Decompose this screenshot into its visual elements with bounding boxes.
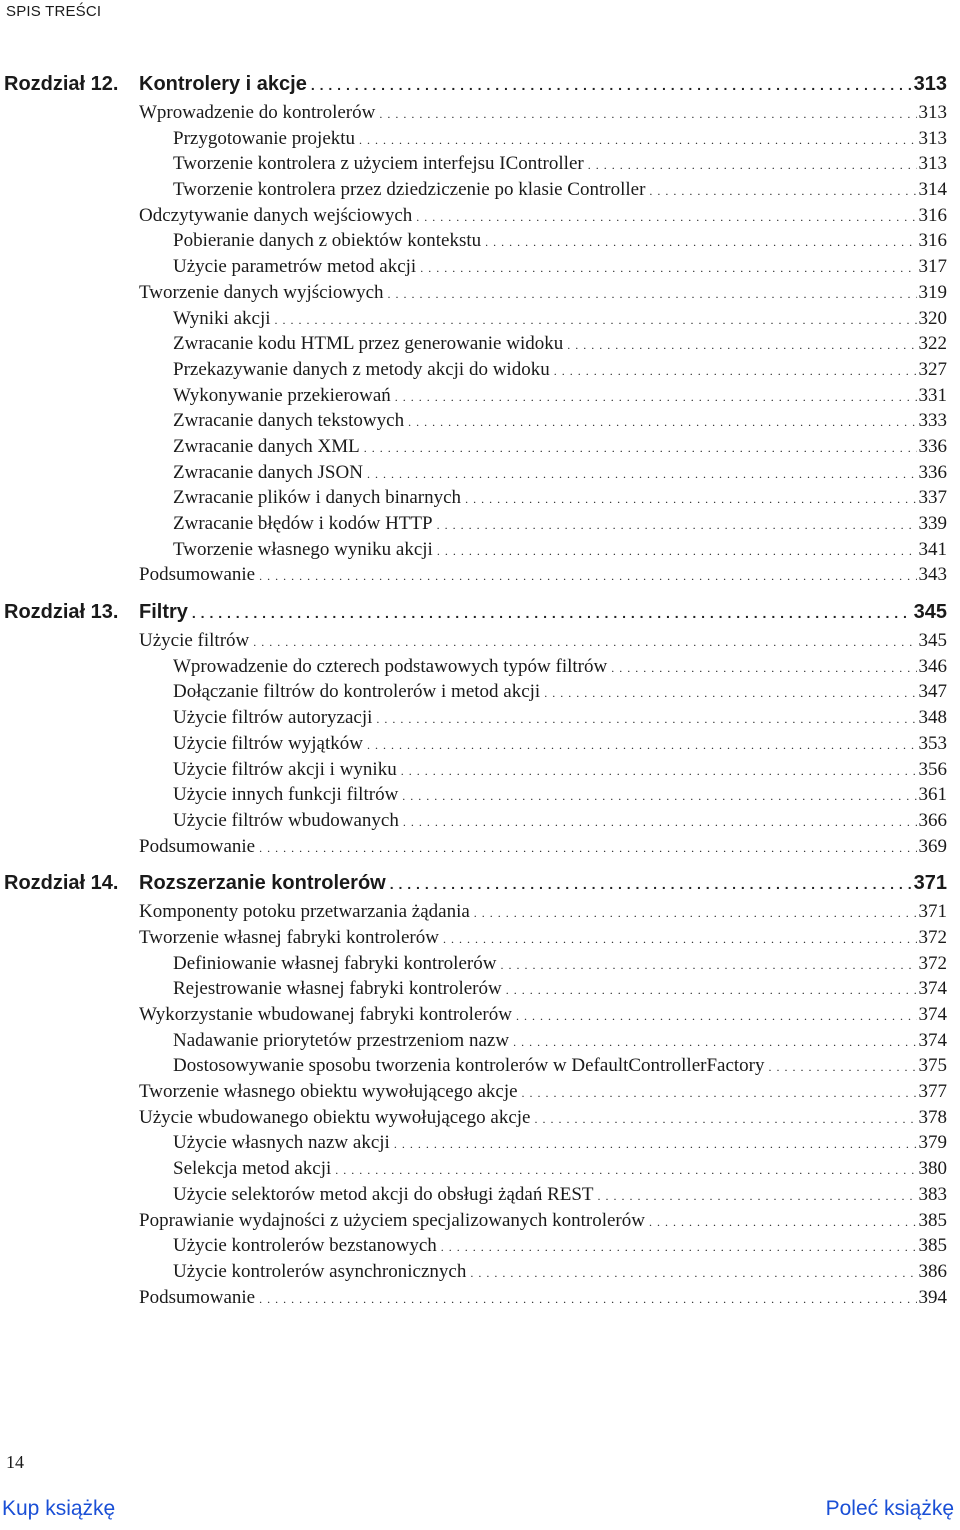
toc-entry-title: Użycie selektorów metod akcji do obsługi żądań REST <box>173 1183 594 1205</box>
toc-subentry[interactable] <box>0 538 960 564</box>
toc-entry-line <box>173 656 947 678</box>
toc-entry-line <box>173 1132 947 1154</box>
toc-entry-page: 327 <box>918 358 947 380</box>
dot-leader <box>474 906 917 921</box>
toc-entry-title: Selekcja metod akcji <box>173 1158 332 1180</box>
toc-entry-line <box>173 436 947 458</box>
dot-leader <box>335 1163 916 1178</box>
toc-entry-page: 347 <box>918 681 947 703</box>
toc-entry-line <box>139 836 947 858</box>
toc-entry-line <box>173 462 947 484</box>
chapter-title-line <box>139 73 947 96</box>
toc-entry-line <box>139 1287 947 1309</box>
toc-entry-title: Nadawanie priorytetów przestrzeniom nazw <box>173 1029 510 1051</box>
toc-entry-page: 371 <box>918 901 947 923</box>
toc-entry-line <box>173 1158 947 1180</box>
toc-entry-title: Przygotowanie projektu <box>173 127 356 149</box>
dot-leader <box>416 210 916 225</box>
toc-entry-page: 320 <box>918 307 947 329</box>
dot-leader <box>534 1112 916 1127</box>
dot-leader <box>470 1266 916 1281</box>
toc-entry-line <box>173 707 947 729</box>
toc-entry-page: 336 <box>918 461 947 483</box>
toc-entry-page: 369 <box>918 835 947 857</box>
dot-leader <box>588 158 917 173</box>
toc-entry-line <box>173 179 947 201</box>
toc-entry-line <box>173 733 947 755</box>
toc-entry-title: Dołączanie filtrów do kontrolerów i metod akcji <box>173 681 541 703</box>
toc-entry-line <box>139 564 947 586</box>
toc-entry-page: 313 <box>918 127 947 149</box>
toc-entry-page: 372 <box>918 926 947 948</box>
toc-entry-title: Użycie filtrów autoryzacji <box>173 707 373 729</box>
toc-entry-title: Pobieranie danych z obiektów kontekstu <box>173 230 482 252</box>
toc-entry-title: Użycie parametrów metod akcji <box>173 256 417 278</box>
toc-entry-title: Odczytywanie danych wejściowych <box>139 204 413 226</box>
toc-entry-title: Wykorzystanie wbudowanej fabryki kontrolerów <box>139 1004 512 1025</box>
dot-leader <box>437 518 917 533</box>
toc-entry-line <box>139 1004 947 1026</box>
toc-entry-title: Zwracanie danych JSON <box>173 461 363 483</box>
dot-leader <box>443 932 917 947</box>
toc-entry-line <box>173 385 947 407</box>
dot-leader <box>500 958 916 973</box>
toc-entry-title: Użycie filtrów wyjątków <box>173 732 363 754</box>
toc-entry-line <box>173 256 947 278</box>
dot-leader <box>402 789 916 804</box>
recommend-book-link[interactable]: Poleć książkę <box>825 1497 954 1520</box>
toc-entry-title: Podsumowanie <box>139 564 256 586</box>
toc-subentry[interactable] <box>0 1054 960 1080</box>
toc-entry-line <box>139 927 947 949</box>
toc-entry-line <box>173 308 947 330</box>
toc-entry-line <box>173 1030 947 1052</box>
toc-entry-page: 353 <box>918 732 947 754</box>
dot-leader <box>367 467 917 482</box>
toc-subentry[interactable] <box>0 732 960 758</box>
toc-entry-line <box>173 539 947 561</box>
toc-entry-page: 385 <box>918 1235 947 1257</box>
dot-leader <box>408 415 916 430</box>
toc-entry-line <box>139 102 947 124</box>
chapter-number: Rozdział 12. <box>4 73 119 95</box>
dot-leader <box>259 569 916 584</box>
toc-entry-line <box>173 810 947 832</box>
toc-entry-page: 386 <box>918 1260 947 1282</box>
toc-entry-page: 361 <box>918 784 947 806</box>
toc-entry-page: 314 <box>918 179 947 201</box>
toc-subentry[interactable] <box>0 486 960 512</box>
toc-entry-title: Poprawianie wydajności z użyciem specjalizowanych kontrolerów <box>139 1209 645 1231</box>
dot-leader <box>611 661 916 676</box>
toc-entry-page: 337 <box>918 487 947 509</box>
toc-entry-title: Tworzenie własnego obiektu wywołującego akcje <box>139 1081 518 1103</box>
dot-leader <box>420 261 916 276</box>
toc-entry-title: Użycie własnych nazw akcji <box>173 1132 390 1154</box>
toc-subentry[interactable] <box>0 1157 960 1183</box>
toc-subentry[interactable] <box>0 783 960 809</box>
toc-entry-title: Użycie wbudowanego obiektu wywołującego akcje <box>139 1106 531 1128</box>
toc-subentry[interactable] <box>0 1029 960 1055</box>
dot-leader <box>567 338 916 353</box>
toc-entry-page: 366 <box>918 809 947 831</box>
chapter-title: Rozszerzanie kontrolerów <box>139 872 386 895</box>
dot-leader <box>379 107 916 122</box>
toc-subentry[interactable] <box>0 512 960 538</box>
toc-entry-page: 317 <box>918 256 947 278</box>
dot-leader <box>649 1215 917 1230</box>
toc-entry-title: Zwracanie kodu HTML przez generowanie widoku <box>173 333 564 355</box>
chapter-title: Kontrolery i akcje <box>139 73 307 95</box>
toc-subentry[interactable] <box>0 178 960 204</box>
toc-entry-page: 374 <box>918 1029 947 1051</box>
dot-leader <box>311 77 912 93</box>
toc-entry-title: Tworzenie własnej fabryki kontrolerów <box>139 926 439 948</box>
toc-entry-page: 375 <box>918 1055 947 1077</box>
dot-leader <box>192 605 912 621</box>
dot-leader <box>506 983 917 998</box>
toc-entry-page: 380 <box>918 1158 947 1180</box>
toc-subentry[interactable] <box>0 127 960 153</box>
dot-leader <box>465 492 916 507</box>
toc-entry-line <box>173 1261 947 1283</box>
dot-leader <box>544 686 916 701</box>
dot-leader <box>401 764 917 779</box>
toc-entry-page: 316 <box>918 204 947 226</box>
toc-entry[interactable] <box>0 281 960 307</box>
toc-entry-line <box>173 230 947 252</box>
toc-subentry[interactable] <box>0 952 960 978</box>
toc-entry-title: Użycie kontrolerów asynchronicznych <box>173 1260 467 1282</box>
section-header: SPIS TREŚCI <box>6 3 102 20</box>
toc-entry-line <box>173 359 947 381</box>
toc-entry[interactable] <box>0 1286 960 1312</box>
toc-subentry[interactable] <box>0 1183 960 1209</box>
toc-entry-line <box>173 410 947 432</box>
dot-leader <box>554 364 917 379</box>
toc-entry-line <box>173 513 947 535</box>
toc-entry-line <box>139 1081 947 1103</box>
toc-entry-title: Użycie kontrolerów bezstanowych <box>173 1235 437 1257</box>
toc-subentry[interactable] <box>0 1260 960 1286</box>
toc-entry-title: Użycie filtrów wbudowanych <box>173 809 399 831</box>
chapter-section <box>0 868 960 1311</box>
toc-subentry[interactable] <box>0 655 960 681</box>
dot-leader <box>513 1035 916 1050</box>
toc-entry-line <box>173 759 947 781</box>
toc-entry-page: 356 <box>918 758 947 780</box>
toc-entry-title: Wprowadzenie do czterech podstawowych typów filtrów <box>173 655 608 677</box>
chapter-spacer <box>0 589 960 597</box>
toc-subentry[interactable] <box>0 332 960 358</box>
toc-subentry[interactable] <box>0 758 960 784</box>
toc-subentry[interactable] <box>0 977 960 1003</box>
dot-leader <box>367 738 917 753</box>
toc-entry[interactable] <box>0 900 960 926</box>
dot-leader <box>388 287 917 302</box>
chapter-section <box>0 597 960 860</box>
toc-entry-line <box>139 282 947 304</box>
chapter-heading[interactable] <box>0 69 960 101</box>
toc-entry-page: 374 <box>918 978 947 1000</box>
chapter-heading[interactable] <box>0 868 960 900</box>
toc-entry-title: Rejestrowanie własnej fabryki kontrolerów <box>173 978 502 1000</box>
toc-subentry[interactable] <box>0 680 960 706</box>
dot-leader <box>390 876 912 892</box>
chapter-page: 371 <box>913 872 947 895</box>
toc-subentry[interactable] <box>0 307 960 333</box>
toc-entry-title: Użycie innych funkcji filtrów <box>173 784 399 806</box>
toc-entry-line <box>173 333 947 355</box>
dot-leader <box>376 712 916 727</box>
chapter-title-line <box>139 872 947 895</box>
toc-entry[interactable] <box>0 204 960 230</box>
toc-entry[interactable] <box>0 563 960 589</box>
toc-entry-line <box>139 630 947 652</box>
toc-entry[interactable] <box>0 1080 960 1106</box>
toc-entry-line <box>139 205 947 227</box>
dot-leader <box>598 1189 917 1204</box>
toc-entry-page: 383 <box>918 1183 947 1205</box>
toc-subentry[interactable] <box>0 1234 960 1260</box>
toc-entry-title: Tworzenie kontrolera przez dziedziczenie po klasie Controller <box>173 179 646 201</box>
toc-subentry[interactable] <box>0 229 960 255</box>
toc-entry-title: Tworzenie kontrolera z użyciem interfejsu IController <box>173 153 584 175</box>
toc-entry-title: Zwracanie danych tekstowych <box>173 410 405 432</box>
dot-leader <box>403 815 917 830</box>
toc-entry-page: 378 <box>918 1106 947 1128</box>
toc-subentry[interactable] <box>0 435 960 461</box>
toc-entry-page: 331 <box>918 384 947 406</box>
buy-book-link[interactable]: Kup książkę <box>2 1497 116 1520</box>
toc-entry-line <box>173 784 947 806</box>
dot-leader <box>522 1086 917 1101</box>
toc-entry-title: Dostosowywanie sposobu tworzenia kontrolerów w DefaultControllerFactory <box>173 1055 765 1077</box>
chapter-page: 345 <box>913 601 947 624</box>
toc-entry-title: Podsumowanie <box>139 1286 256 1308</box>
chapter-heading[interactable] <box>0 597 960 629</box>
toc-entry-title: Tworzenie własnego wyniku akcji <box>173 538 433 560</box>
toc-entry-title: Przekazywanie danych z metody akcji do widoku <box>173 358 550 380</box>
toc-entry-line <box>139 1107 947 1129</box>
dot-leader <box>364 441 917 456</box>
toc-entry-line <box>173 153 947 175</box>
toc-entry-line <box>173 681 947 703</box>
dot-leader <box>441 1240 917 1255</box>
dot-leader <box>259 1292 916 1307</box>
toc-entry-page: 313 <box>918 153 947 175</box>
toc-entry-title: Wprowadzenie do kontrolerów <box>139 102 376 123</box>
toc-subentry[interactable] <box>0 1131 960 1157</box>
chapter-spacer <box>0 860 960 868</box>
toc-entry-page: 372 <box>918 952 947 974</box>
toc-subentry[interactable] <box>0 706 960 732</box>
toc-entry-line <box>173 978 947 1000</box>
chapter-section <box>0 69 960 589</box>
toc-subentry[interactable] <box>0 461 960 487</box>
toc-entry-page: 385 <box>918 1209 947 1231</box>
dot-leader <box>275 313 917 328</box>
toc-entry[interactable] <box>0 1106 960 1132</box>
toc-entry[interactable] <box>0 1003 960 1029</box>
toc-entry-line <box>173 953 947 975</box>
toc-entry-title: Zwracanie błędów i kodów HTTP <box>173 513 433 534</box>
toc-entry-line <box>173 1184 947 1206</box>
dot-leader <box>769 1060 917 1075</box>
toc-entry-line <box>173 1235 947 1257</box>
toc-entry-page: 339 <box>918 513 947 534</box>
toc-entry[interactable] <box>0 835 960 861</box>
toc-entry-line <box>139 1210 947 1232</box>
toc-entry-title: Definiowanie własnej fabryki kontrolerów <box>173 952 497 974</box>
dot-leader <box>516 1009 917 1024</box>
toc-entry[interactable] <box>0 629 960 655</box>
toc-entry-title: Zwracanie plików i danych binarnych <box>173 487 462 509</box>
toc-subentry[interactable] <box>0 152 960 178</box>
chapter-number: Rozdział 13. <box>4 601 119 624</box>
toc-entry-page: 319 <box>918 281 947 303</box>
toc-entry-page: 346 <box>918 655 947 677</box>
toc-entry-page: 341 <box>918 538 947 560</box>
dot-leader <box>437 544 917 559</box>
toc-subentry[interactable] <box>0 358 960 384</box>
toc-entry-title: Wyniki akcji <box>173 307 271 329</box>
toc-entry-page: 348 <box>918 707 947 729</box>
chapter-number: Rozdział 14. <box>4 872 119 895</box>
toc-entry-page: 336 <box>918 435 947 457</box>
page-number: 14 <box>6 1452 24 1472</box>
toc-entry-page: 322 <box>918 333 947 355</box>
dot-leader <box>394 1137 917 1152</box>
dot-leader <box>485 235 916 250</box>
toc-entry[interactable] <box>0 926 960 952</box>
toc-entry-title: Użycie filtrów <box>139 630 250 652</box>
toc-entry-page: 377 <box>918 1081 947 1103</box>
dot-leader <box>395 390 917 405</box>
toc-entry-title: Użycie filtrów akcji i wyniku <box>173 758 397 780</box>
toc-entry-page: 374 <box>918 1004 947 1025</box>
toc-entry-line <box>139 901 947 923</box>
toc-entry[interactable] <box>0 1209 960 1235</box>
dot-leader <box>253 635 916 650</box>
toc-subentry[interactable] <box>0 384 960 410</box>
toc-subentry[interactable] <box>0 409 960 435</box>
toc-subentry[interactable] <box>0 255 960 281</box>
dot-leader <box>259 841 916 856</box>
toc-subentry[interactable] <box>0 809 960 835</box>
table-of-contents <box>0 69 960 1311</box>
toc-entry-title: Komponenty potoku przetwarzania żądania <box>139 901 470 923</box>
toc-entry-page: 333 <box>918 410 947 432</box>
toc-entry-line <box>173 1055 947 1077</box>
chapter-page: 313 <box>913 73 947 95</box>
toc-entry-title: Zwracanie danych XML <box>173 435 360 457</box>
toc-entry-title: Wykonywanie przekierowań <box>173 384 391 406</box>
toc-entry-title: Podsumowanie <box>139 835 256 857</box>
chapter-title: Filtry <box>139 601 188 624</box>
chapter-title-line <box>139 601 947 624</box>
dot-leader <box>649 184 916 199</box>
toc-entry-page: 394 <box>918 1286 947 1308</box>
toc-entry-line <box>173 487 947 509</box>
toc-entry-title: Tworzenie danych wyjściowych <box>139 281 384 303</box>
toc-entry-page: 313 <box>918 102 947 123</box>
toc-entry-page: 345 <box>918 630 947 652</box>
toc-entry-page: 316 <box>918 230 947 252</box>
toc-entry-page: 379 <box>918 1132 947 1154</box>
toc-entry-page: 343 <box>918 564 947 586</box>
toc-entry[interactable] <box>0 101 960 127</box>
toc-entry-line <box>173 128 947 150</box>
dot-leader <box>359 133 916 148</box>
